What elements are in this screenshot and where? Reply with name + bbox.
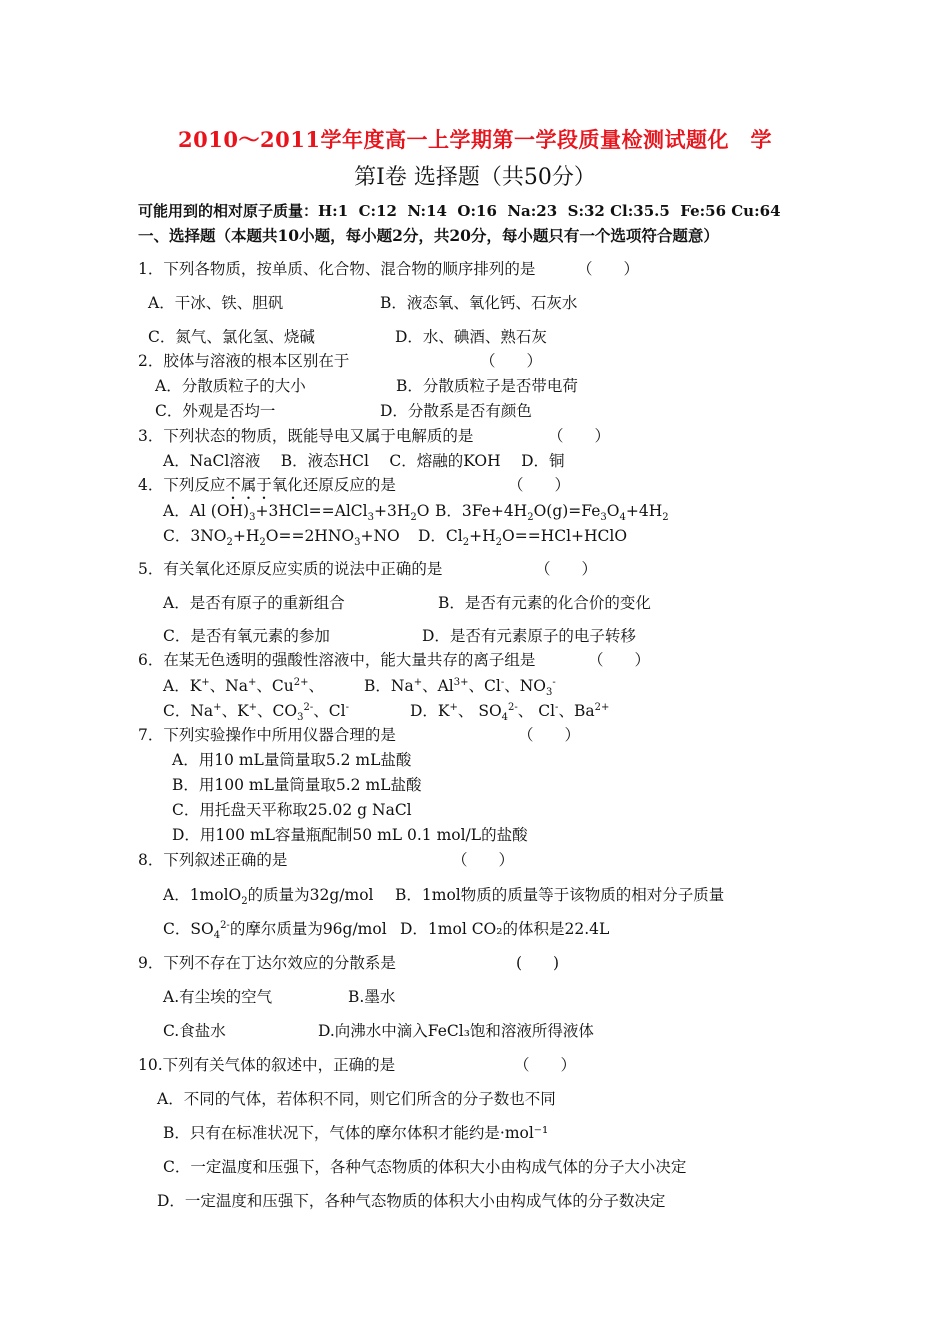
q2-answer-blank: （ ） <box>480 352 543 370</box>
q9-option-b: B.墨水 <box>348 988 396 1006</box>
exam-title: 2010～2011学年度高一上学期第一学段质量检测试题化 学 <box>178 127 772 152</box>
q7-stem: 7．下列实验操作中所用仪器合理的是 <box>138 726 396 744</box>
q7-answer-blank: （ ） <box>518 726 581 744</box>
q6-option-d: D．K+、 $SO_4^{2-}$、 Cl-、$Ba^{2+}$ <box>410 701 610 724</box>
q2-option-a: A．分散质粒子的大小 <box>155 377 306 395</box>
q7-option-b: B．用100 mL量筒量取5.2 mL盐酸 <box>172 776 422 794</box>
q1-answer-blank: （ ） <box>577 260 640 278</box>
q6-stem: 6．在某无色透明的强酸性溶液中，能大量共存的离子组是 <box>138 651 536 669</box>
q8-option-b: B．1mol物质的质量等于该物质的相对分子质量 <box>395 886 725 904</box>
q6-option-a: A．K+、Na+、$Cu^{2+}$、 <box>163 676 324 695</box>
q10-option-b: B．只有在标准状况下，气体的摩尔体积才能约是·mol⁻¹ <box>163 1124 549 1142</box>
q7-option-a: A．用10 mL量筒量取5.2 mL盐酸 <box>172 751 412 769</box>
q8-option-c: C．$SO_4^{2-}$的摩尔质量为96g/mol <box>163 919 387 942</box>
q4-emphasis: 不属于 <box>225 476 272 494</box>
q5-stem: 5．有关氧化还原反应实质的说法中正确的是 <box>138 560 443 578</box>
q3-stem: 3．下列状态的物质，既能导电又属于电解质的是 <box>138 427 474 445</box>
q9-answer-blank: ( ) <box>516 954 560 972</box>
q6-option-b: B．Na+、$Al^{3+}$、Cl-、$NO_3^-$ <box>364 676 556 699</box>
q1-option-c: C．氮气、氯化氢、烧碱 <box>148 328 315 346</box>
q10-answer-blank: （ ） <box>514 1056 577 1074</box>
q10-option-a: A．不同的气体，若体积不同，则它们所含的分子数也不同 <box>157 1090 556 1108</box>
q4-answer-blank: （ ） <box>508 476 571 494</box>
q1-option-a: A．干冰、铁、胆矾 <box>148 294 284 312</box>
q8-option-d: D．1mol CO₂的体积是22.4L <box>400 920 610 938</box>
atomic-masses: 可能用到的相对原子质量：H:1 C:12 N:14 O:16 Na:23 S:32 Cl:35.5 Fe:56 Cu:64 <box>138 202 781 220</box>
q5-option-d: D．是否有元素原子的电子转移 <box>422 627 636 645</box>
q9-option-d: D.向沸水中滴入FeCl₃饱和溶液所得液体 <box>318 1022 594 1040</box>
section-heading: 一、选择题（本题共10小题，每小题2分，共20分，每小题只有一个选项符合题意） <box>138 226 719 245</box>
q2-option-c: C．外观是否均一 <box>155 402 276 420</box>
q9-option-a: A.有尘埃的空气 <box>163 988 273 1006</box>
q4-stem: 4．下列反应不属于氧化还原反应的是 <box>138 476 396 494</box>
q1-stem: 1．下列各物质，按单质、化合物、混合物的顺序排列的是 <box>138 260 536 278</box>
q10-option-d: D．一定温度和压强下，各种气态物质的体积大小由构成气体的分子数决定 <box>157 1192 666 1210</box>
q5-option-c: C．是否有氧元素的参加 <box>163 627 330 645</box>
q6-option-c: C．Na+、K+、$CO_3^{2-}$、Cl- <box>163 701 349 724</box>
q1-option-d: D．水、碘酒、熟石灰 <box>395 328 547 346</box>
q3-answer-blank: （ ） <box>548 427 611 445</box>
q3-options: A．NaCl溶液 B．液态HCl C．熔融的KOH D．铜 <box>163 452 565 470</box>
q5-answer-blank: （ ） <box>535 560 598 578</box>
q7-option-d: D．用100 mL容量瓶配制50 mL 0.1 mol/L的盐酸 <box>172 826 528 844</box>
q7-option-c: C．用托盘天平称取25.02 g NaCl <box>172 801 412 819</box>
q10-option-c: C．一定温度和压强下，各种气态物质的体积大小由构成气体的分子大小决定 <box>163 1158 687 1176</box>
section-title: 第Ⅰ卷 选择题（共50分） <box>354 165 596 190</box>
q4-option-d: D．$Cl_2+H_2O==HCl+HClO$ <box>418 527 628 549</box>
q2-stem: 2．胶体与溶液的根本区别在于 <box>138 352 350 370</box>
q5-option-b: B．是否有元素的化合价的变化 <box>438 594 651 612</box>
q8-option-a: A．1molO$_2$的质量为32g/mol <box>163 886 374 908</box>
q9-stem: 9．下列不存在丁达尔效应的分散系是 <box>138 954 396 972</box>
q4-option-a: A．Al $(OH)_3+3HCl==AlCl_3+3H_2O$ <box>163 502 430 524</box>
q2-option-b: B．分散质粒子是否带电荷 <box>396 377 578 395</box>
q5-option-a: A．是否有原子的重新组合 <box>163 594 345 612</box>
q1-option-b: B．液态氧、氧化钙、石灰水 <box>380 294 578 312</box>
q4-option-b: B．$3Fe+4H_2O(g)=Fe_3O_4+4H_2$ <box>435 502 669 524</box>
q8-answer-blank: （ ） <box>452 851 515 869</box>
q2-option-d: D．分散系是否有颜色 <box>380 402 532 420</box>
q10-stem: 10.下列有关气体的叙述中，正确的是 <box>138 1056 396 1074</box>
q6-answer-blank: （ ） <box>588 651 651 669</box>
q4-option-c: C．$3NO_2+H_2O==2HNO_3+NO$ <box>163 527 400 549</box>
q9-option-c: C.食盐水 <box>163 1022 226 1040</box>
q8-stem: 8．下列叙述正确的是 <box>138 851 288 869</box>
